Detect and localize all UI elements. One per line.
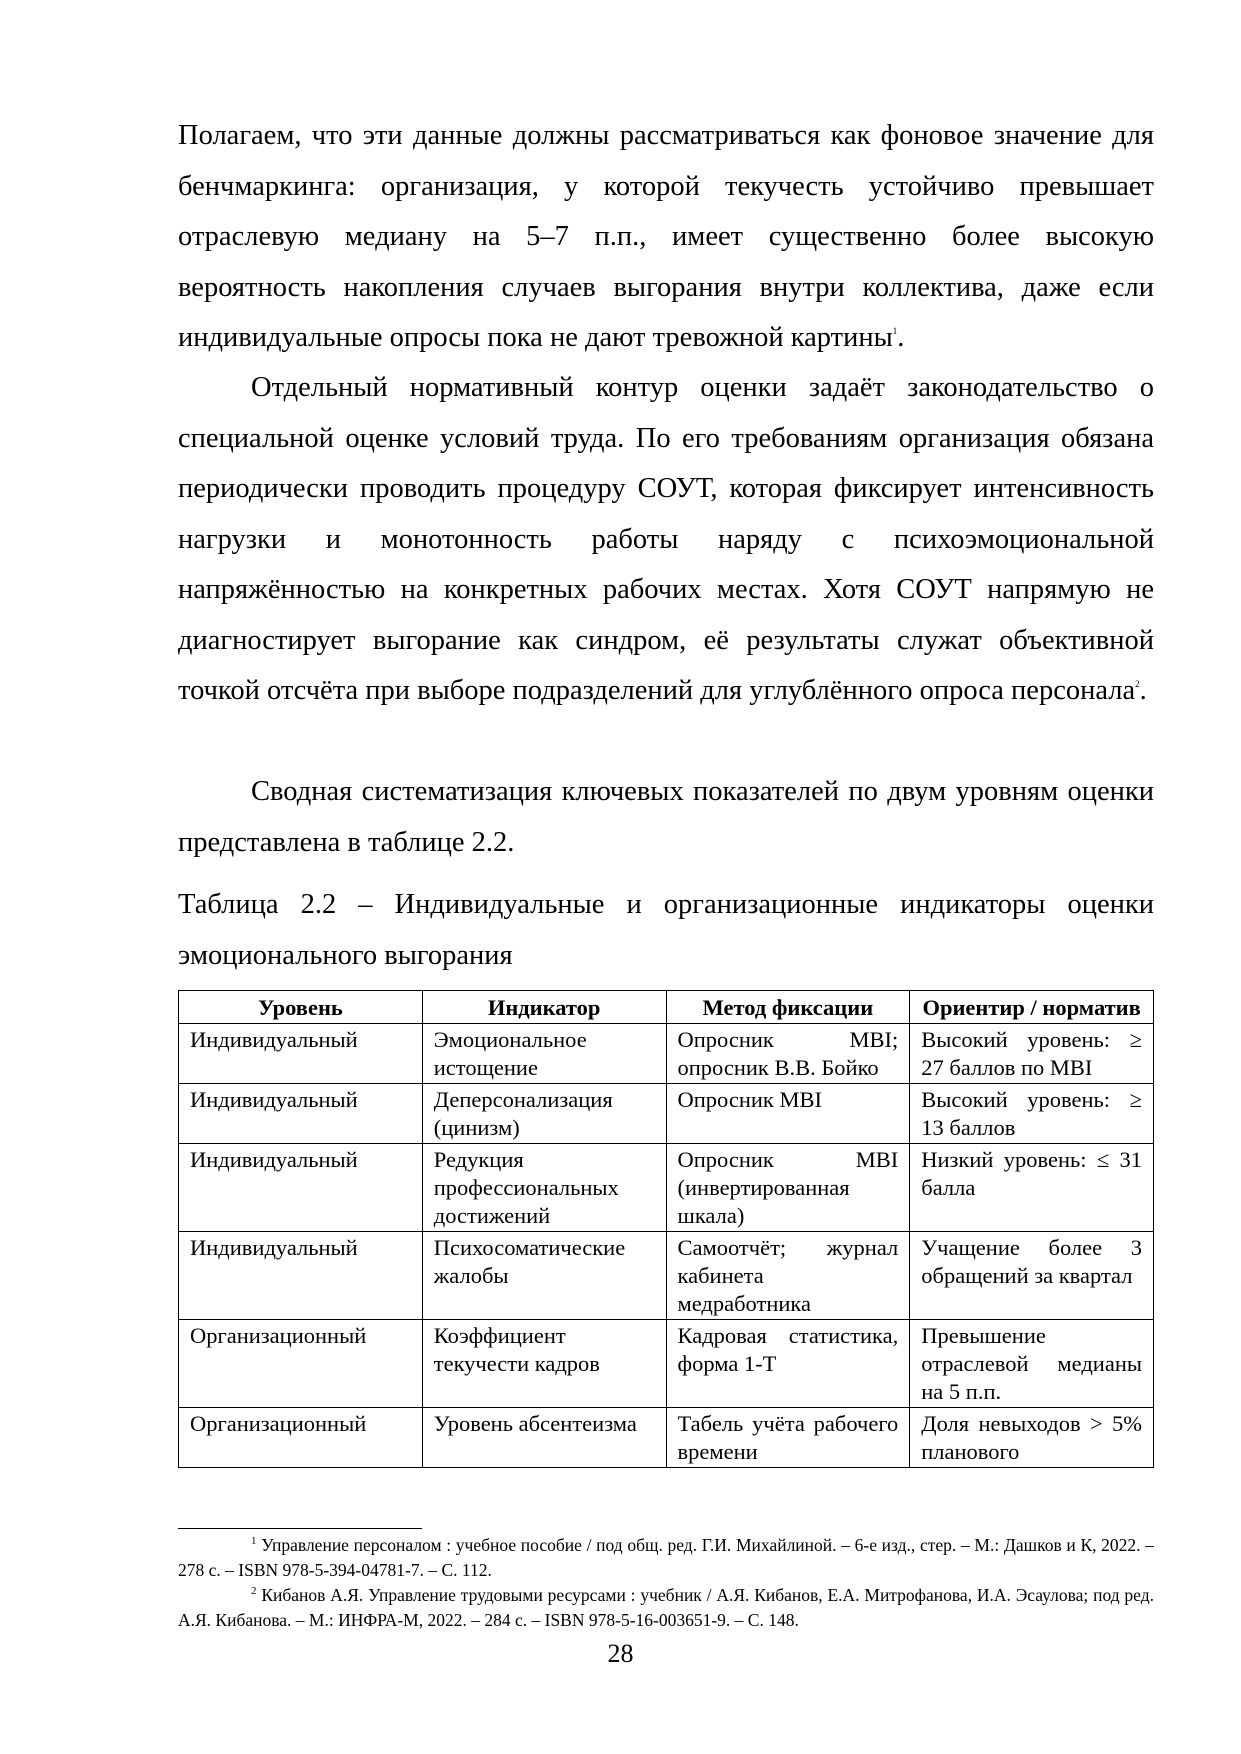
page-number: 28 xyxy=(607,1639,634,1668)
table-caption: Таблица 2.2 – Индивидуальные и организационные индикаторы оценки эмоционального выгорания xyxy=(178,889,1154,971)
table-row xyxy=(179,1408,1154,1468)
header-method: Метод фиксации xyxy=(666,991,910,1024)
table-header-row xyxy=(179,991,1154,1024)
cell-level: Организационный xyxy=(179,1408,423,1468)
cell-indicator: Редукция профессиональных достижений xyxy=(422,1144,666,1232)
cell-benchmark: Превышение отраслевой медианы на 5 п.п. xyxy=(910,1320,1154,1408)
indicators-table xyxy=(178,990,1154,1468)
footnote-ref-2[interactable]: 2 xyxy=(1135,679,1140,689)
footnote-1-number: 1 xyxy=(251,1535,257,1547)
cell-indicator: Коэффициент текучести кадров xyxy=(422,1320,666,1408)
table-row xyxy=(179,1084,1154,1144)
cell-benchmark: Низкий уровень: ≤ 31 балла xyxy=(910,1144,1154,1232)
header-indicator: Индикатор xyxy=(422,991,666,1024)
cell-method: Опросник MBI xyxy=(666,1084,910,1144)
paragraph-3: Сводная систематизация ключевых показателей по двум уровням оценки представлена в таблице 2.2. xyxy=(178,776,1154,858)
cell-indicator: Деперсонализация (цинизм) xyxy=(422,1084,666,1144)
cell-level: Индивидуальный xyxy=(179,1024,423,1084)
paragraph-2-text: Отдельный нормативный контур оценки задаёт законодательство о специальной оценке условий труда. По его требованиям организация обязана периодически проводить процедуру СОУТ, которая фиксирует интенсивность нагрузки и монотонность работы наряду с психоэмоциональной напряжённостью на конкретных рабочих местах. Хотя СОУТ напрямую не диагностирует выгорание как синдром, её результаты служат объективной точкой отсчёта при выборе подразделений для углублённого опроса персонала xyxy=(178,372,1154,706)
table-row xyxy=(179,1024,1154,1084)
table-row xyxy=(179,1232,1154,1320)
footnote-1-text: Управление персоналом : учебное пособие / под общ. ред. Г.И. Михайлиной. – 6-е изд., стер. – М.: Дашков и К, 2022. – 278 с. – ISBN 978-5-394-04781-7. – С. 112. xyxy=(178,1535,1154,1580)
footnote-ref-1[interactable]: 1 xyxy=(892,326,898,336)
table-row xyxy=(179,1144,1154,1232)
footnote-separator xyxy=(178,1528,422,1529)
cell-method: Самоотчёт; журнал кабинета медработника xyxy=(666,1232,910,1320)
table-row xyxy=(179,1320,1154,1408)
cell-method: Кадровая статистика, форма 1-Т xyxy=(666,1320,910,1408)
footnotes xyxy=(178,1533,1154,1633)
cell-method: Опросник MBI (инвертированная шкала) xyxy=(666,1144,910,1232)
cell-indicator: Эмоциональное истощение xyxy=(422,1024,666,1084)
footnote-1 xyxy=(178,1533,1154,1583)
cell-indicator: Уровень абсентеизма xyxy=(422,1408,666,1468)
cell-benchmark: Доля невыходов > 5% планового xyxy=(910,1408,1154,1468)
paragraph-1-end: . xyxy=(897,322,905,353)
header-level: Уровень xyxy=(179,991,423,1024)
paragraph-1-text: Полагаем, что эти данные должны рассматриваться как фоновое значение для бенчмаркинга: организация, у которой текучесть устойчиво превышает отраслевую медиану на 5–7 п.п., имеет существенно более высокую вероятность накопления случаев выгорания внутри коллектива, даже если индивидуальные опросы пока не дают тревожной картины xyxy=(178,120,1154,353)
paragraph-2 xyxy=(178,363,1154,717)
paragraph-1 xyxy=(178,111,1154,364)
cell-benchmark: Учащение более 3 обращений за квартал xyxy=(910,1232,1154,1320)
cell-level: Индивидуальный xyxy=(179,1232,423,1320)
footnote-2 xyxy=(178,1583,1154,1633)
cell-level: Индивидуальный xyxy=(179,1144,423,1232)
cell-indicator: Психосоматические жалобы xyxy=(422,1232,666,1320)
cell-method: Опросник MBI; опросник В.В. Бойко xyxy=(666,1024,910,1084)
cell-level: Организационный xyxy=(179,1320,423,1408)
cell-benchmark: Высокий уровень: ≥ 27 баллов по MBI xyxy=(910,1024,1154,1084)
header-benchmark: Ориентир / норматив xyxy=(910,991,1154,1024)
cell-method: Табель учёта рабочего времени xyxy=(666,1408,910,1468)
paragraph-2-end: . xyxy=(1139,675,1147,706)
cell-level: Индивидуальный xyxy=(179,1084,423,1144)
cell-benchmark: Высокий уровень: ≥ 13 баллов xyxy=(910,1084,1154,1144)
footnote-2-text: Кибанов А.Я. Управление трудовыми ресурсами : учебник / А.Я. Кибанов, Е.А. Митрофанова, И.А. Эсаулова; под ред. А.Я. Кибанова. – М.: ИНФРА-М, 2022. – 284 с. – ISBN 978-5-16-003651-9. – С. 148. xyxy=(178,1585,1155,1630)
footnote-2-number: 2 xyxy=(251,1585,257,1597)
